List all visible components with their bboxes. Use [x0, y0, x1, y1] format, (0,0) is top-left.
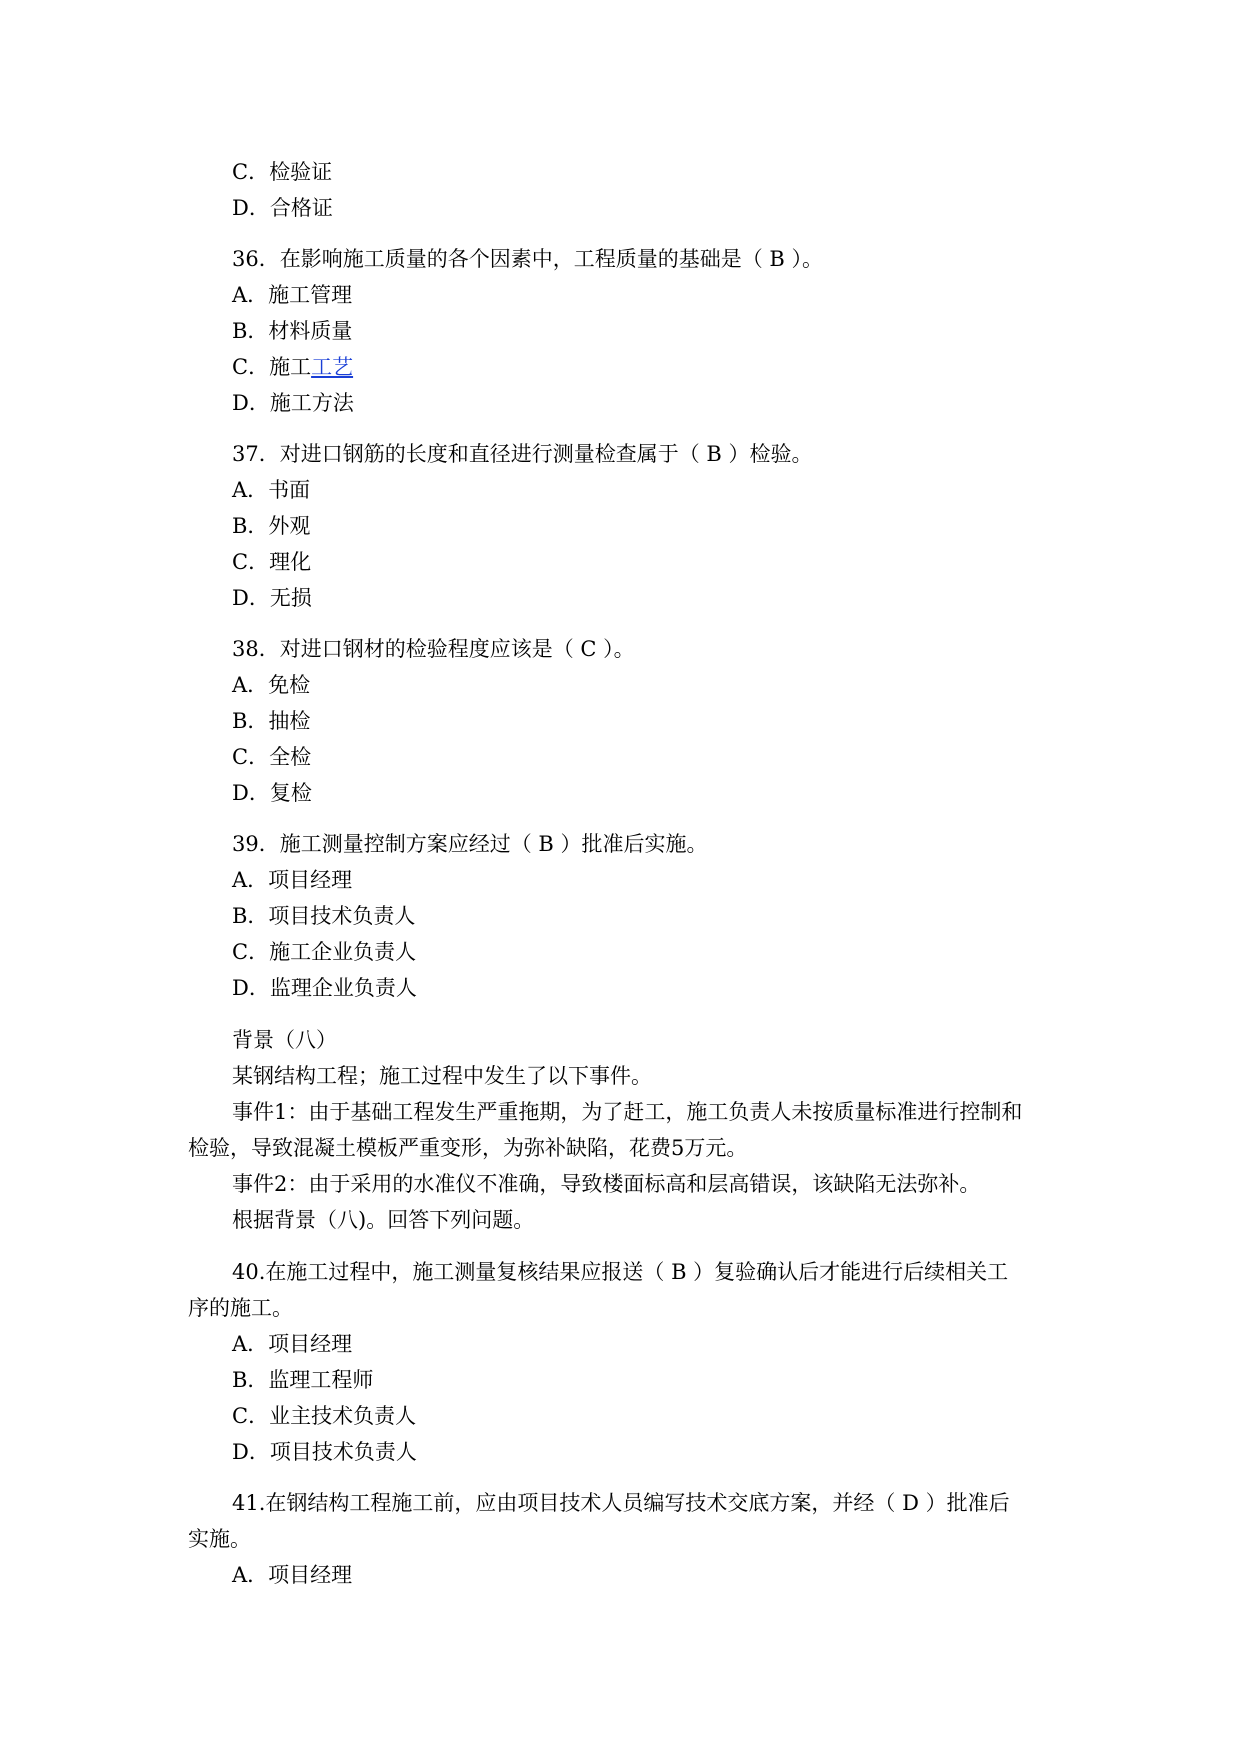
option-c	[232, 353, 353, 381]
option-c: C．全检	[232, 745, 312, 769]
option-c: C．检验证	[232, 160, 333, 184]
question-37: 37．对进口钢筋的长度和直径进行测量检查属于（ B ）检验。	[232, 442, 813, 466]
background-title: 背景（八）	[232, 1028, 337, 1052]
background-prompt: 根据背景（八)。回答下列问题。	[232, 1208, 535, 1232]
question-41-line-2: 实施。	[188, 1527, 251, 1551]
question-39: 39．施工测量控制方案应经过（ B ）批准后实施。	[232, 832, 708, 856]
option-a: A．项目经理	[232, 868, 353, 892]
question-38: 38．对进口钢材的检验程度应该是（ C ）。	[232, 637, 635, 661]
question-36: 36．在影响施工质量的各个因素中，工程质量的基础是（ B ）。	[232, 247, 824, 271]
option-c: C．业主技术负责人	[232, 1404, 417, 1428]
event-2: 事件2：由于采用的水准仪不准确，导致楼面标高和层高错误，该缺陷无法弥补。	[232, 1172, 981, 1196]
option-a: A．项目经理	[232, 1563, 353, 1587]
background-intro: 某钢结构工程；施工过程中发生了以下事件。	[232, 1064, 652, 1088]
event-1-line-2: 检验，导致混凝土模板严重变形，为弥补缺陷，花费5万元。	[188, 1136, 748, 1160]
option-c: C．施工企业负责人	[232, 940, 417, 964]
option-a: A．施工管理	[232, 283, 353, 307]
option-d: D．复检	[232, 781, 312, 805]
option-d: D．监理企业负责人	[232, 976, 417, 1000]
option-d: D．合格证	[232, 196, 333, 220]
option-c: C．理化	[232, 550, 312, 574]
gongyi-link[interactable]: 工艺	[311, 355, 354, 379]
option-b: B．外观	[232, 514, 311, 538]
option-a: A．免检	[232, 673, 311, 697]
option-b: B．项目技术负责人	[232, 904, 416, 928]
option-b: B．监理工程师	[232, 1368, 374, 1392]
question-41-line-1: 41.在钢结构工程施工前，应由项目技术人员编写技术交底方案，并经（ D ）批准后	[232, 1491, 1010, 1515]
option-d: D．项目技术负责人	[232, 1440, 417, 1464]
option-a: A．书面	[232, 478, 311, 502]
option-d: D．施工方法	[232, 391, 354, 415]
option-b: B．材料质量	[232, 319, 353, 343]
question-40-line-2: 序的施工。	[188, 1296, 293, 1320]
option-a: A．项目经理	[232, 1332, 353, 1356]
event-1-line-1: 事件1：由于基础工程发生严重拖期，为了赶工，施工负责人未按质量标准进行控制和	[232, 1100, 1023, 1124]
option-text: C．施工	[232, 355, 312, 379]
question-40-line-1: 40.在施工过程中，施工测量复核结果应报送（ B ）复验确认后才能进行后续相关工	[232, 1260, 1009, 1284]
option-b: B．抽检	[232, 709, 311, 733]
option-d: D．无损	[232, 586, 312, 610]
